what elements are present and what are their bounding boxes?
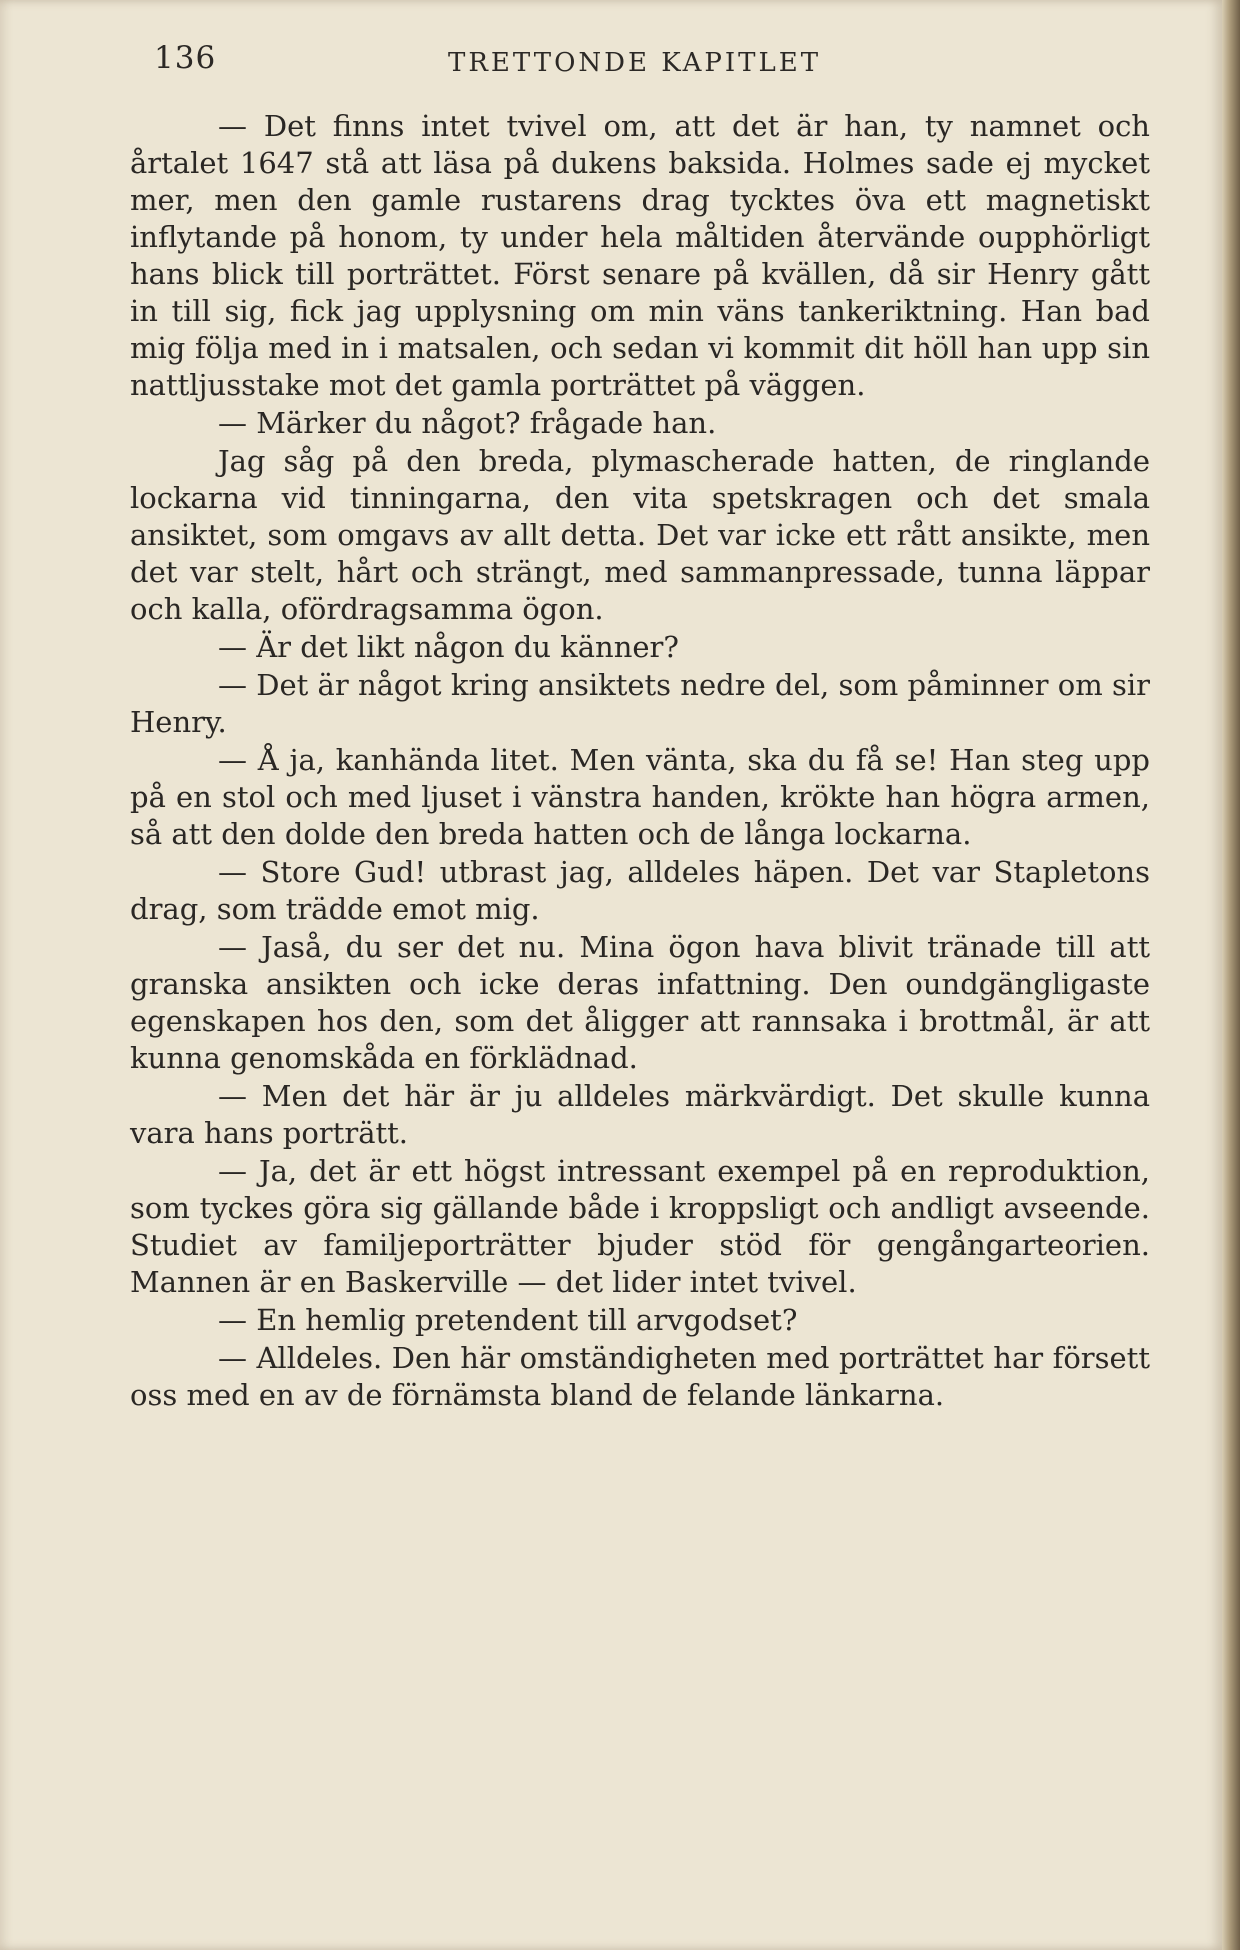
page-number: 136: [154, 40, 217, 76]
paragraph: — Store Gud! utbrast jag, alldeles häpen. Det var Stapletons drag, som trädde emot mig.: [130, 855, 1150, 926]
paragraph: — En hemlig pretendent till arvgodset?: [218, 1303, 798, 1337]
page-edge: [1222, 0, 1240, 1950]
paragraph: — Det finns intet tvivel om, att det är han, ty namnet och årtalet 1647 stå att läsa på dukens baksida. Holmes sade ej mycket mer, men den gamle rustarens drag tycktes öva ett magnetiskt inflytande på honom, ty under hela måltiden återvände oupphörligt hans blick till porträttet. Först senare på kvällen, då sir Henry gått in till sig, fick jag upplysning om min väns tankeriktning. Han bad mig följa med in i matsalen, och sedan vi kommit dit höll han upp sin nattljusstake mot det gamla porträttet på väggen.: [130, 109, 1150, 402]
chapter-text: [130, 108, 1150, 1415]
paragraph: Jag såg på den breda, plymascherade hatten, de ringlande lockarna vid tinningarna, den vita spetskragen och det smala ansiktet, som omgavs av allt detta. Det var icke ett rått ansikte, men det var stelt, hårt och strängt, med sammanpressade, tunna läppar och kalla, ofördragsamma ögon.: [130, 444, 1150, 626]
paragraph: — Det är något kring ansiktets nedre del, som påminner om sir Henry.: [130, 668, 1150, 739]
running-title: TRETTONDE KAPITLET: [448, 48, 822, 78]
paragraph: — Men det här är ju alldeles märkvärdigt. Det skulle kunna vara hans porträtt.: [130, 1079, 1150, 1150]
paragraph: — Är det likt någon du känner?: [218, 630, 679, 664]
page-header: [130, 40, 1130, 86]
paragraph: — Jaså, du ser det nu. Mina ögon hava blivit tränade till att granska ansikten och icke deras infattning. Den oundgängligaste egenskapen hos den, som det åligger att rannsaka i brottmål, är att kunna genomskåda en förklädnad.: [130, 930, 1150, 1075]
paragraph: — Alldeles. Den här omständigheten med porträttet har försett oss med en av de förnämsta bland de felande länkarna.: [130, 1341, 1150, 1412]
paragraph: — Märker du något? frågade han.: [218, 406, 717, 440]
paragraph: — Ja, det är ett högst intressant exempel på en reproduktion, som tyckes göra sig gällande både i kroppsligt och andligt avseende. Studiet av familjeporträtter bjuder stöd för gengångarteorien. Mannen är en Baskerville — det lider intet tvivel.: [130, 1154, 1150, 1299]
paragraph: — Å ja, kanhända litet. Men vänta, ska du få se! Han steg upp på en stol och med ljuset i vänstra handen, krökte han högra armen, så att den dolde den breda hatten och de långa lockarna.: [130, 743, 1150, 851]
